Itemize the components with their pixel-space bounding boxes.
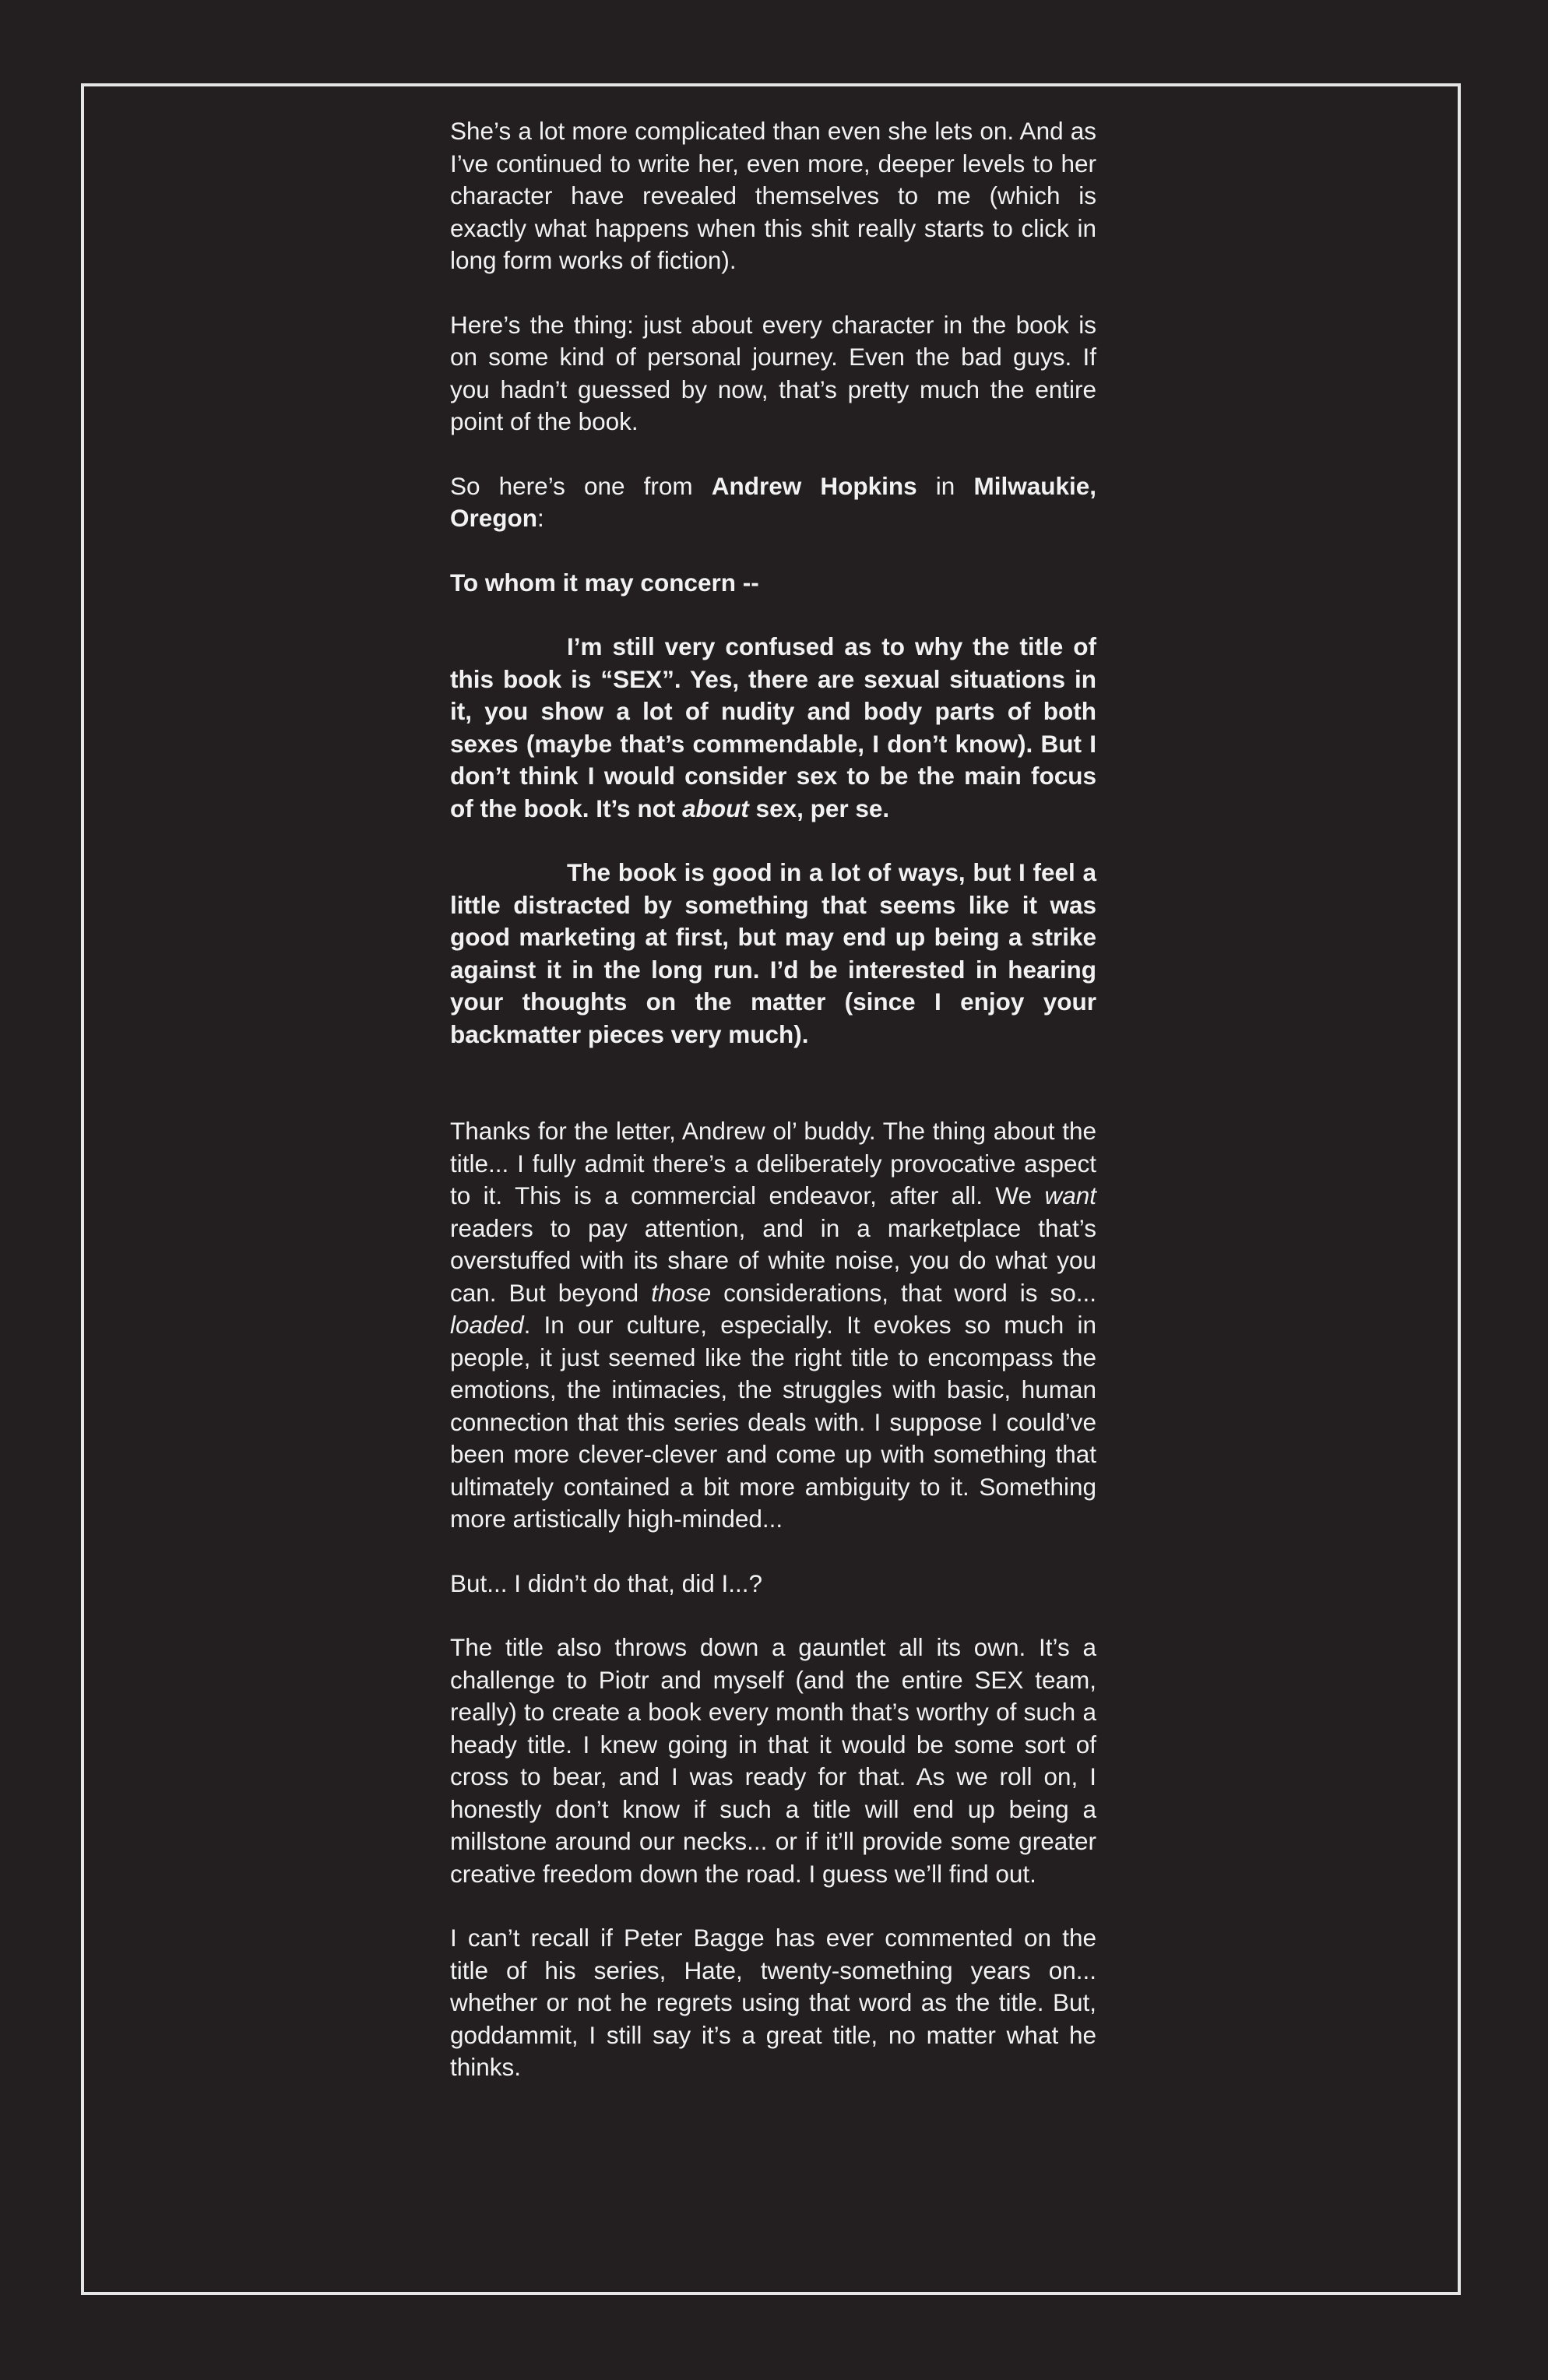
reply-paragraph-1 <box>450 1115 1096 1536</box>
reply-paragraph-3: The title also throws down a gauntlet all its own. It’s a challenge to Piotr and myself (and the entire SEX team, really) to create a book every month that’s worthy of such a heady title. I knew going in that it would be some sort of cross to bear, and I was ready for that. As we roll on, I honestly don’t know if such a title will end up being a millstone around our necks... or if it’ll provide some greater creative freedom down the road. I guess we’ll find out. <box>450 1633 1096 1888</box>
letter-text: I’m still very confused as to why the title of this book is “SEX”. Yes, there are sexual situations in it, you show a lot of nudity and body parts of both sexes (maybe that’s commendable, I don’t know). But I don’t think I would consider sex to be the main focus of the book. It’s not <box>450 632 1096 822</box>
letter-author-location: Milwaukie, Oregon <box>450 471 1096 532</box>
intro-paragraph-1: She’s a lot more complicated than even she lets on. And as I’ve continued to write her, even more, deeper levels to her character have revealed themselves to me (which is exactly what happens when this shit really starts to click in long form works of fiction). <box>450 117 1096 274</box>
letter-emphasis: about <box>682 794 749 822</box>
letter-author-name: Andrew Hopkins <box>711 471 917 500</box>
reply-paragraph-2: But... I didn’t do that, did I...? <box>450 1568 762 1597</box>
letter-text: sex, per se. <box>748 794 890 822</box>
letter-salutation: To whom it may concern -- <box>450 568 759 597</box>
intro-paragraph-2: Here’s the thing: just about every character in the book is on some kind of personal journey. Even the bad guys. If you hadn’t guessed by now, that’s pretty much the entire point of the book. <box>450 310 1096 435</box>
intro-paragraph-3 <box>450 470 1096 535</box>
intro-text: : <box>537 504 544 532</box>
reply-emphasis: those <box>651 1278 712 1307</box>
reply-text: readers to pay attention, and in a marketplace that’s overstuffed with its share of white noise, you do what you can. But beyond <box>450 1213 1096 1307</box>
reply-emphasis: loaded <box>450 1311 524 1339</box>
reply-text: Thanks for the letter, Andrew ol’ buddy. The thing about the title... I fully admit there’s a deliberately provocative aspect to it. This is a commercial endeavor, after all. We <box>450 1117 1096 1209</box>
reply-text: considerations, that word is so... <box>711 1278 1096 1307</box>
intro-text: So here’s one from <box>450 471 712 500</box>
letter-paragraph-1 <box>450 631 1096 825</box>
text-column <box>450 115 1096 2084</box>
intro-text: in <box>916 471 974 500</box>
letter-paragraph-2: The book is good in a lot of ways, but I feel a little distracted by something that seems like it was good marketing at first, but may end up being a strike against it in the long run. I’d be interested in hearing your thoughts on the matter (since I enjoy your backmatter pieces very much). <box>450 858 1096 1048</box>
reply-text: . In our culture, especially. It evokes so much in people, it just seemed like the right title to encompass the emotions, the intimacies, the struggles with basic, human connection that this series deals with. I suppose I could’ve been more clever-clever and come up with something that ultimately contained a bit more ambiguity to it. Something more artistically high-minded... <box>450 1311 1096 1533</box>
reply-paragraph-4: I can’t recall if Peter Bagge has ever commented on the title of his series, Hate, twenty-something years on... whether or not he regrets using that word as the title. But, goddammit, I still say it’s a great title, no matter what he thinks. <box>450 1924 1096 2081</box>
reply-emphasis: want <box>1044 1181 1096 1209</box>
